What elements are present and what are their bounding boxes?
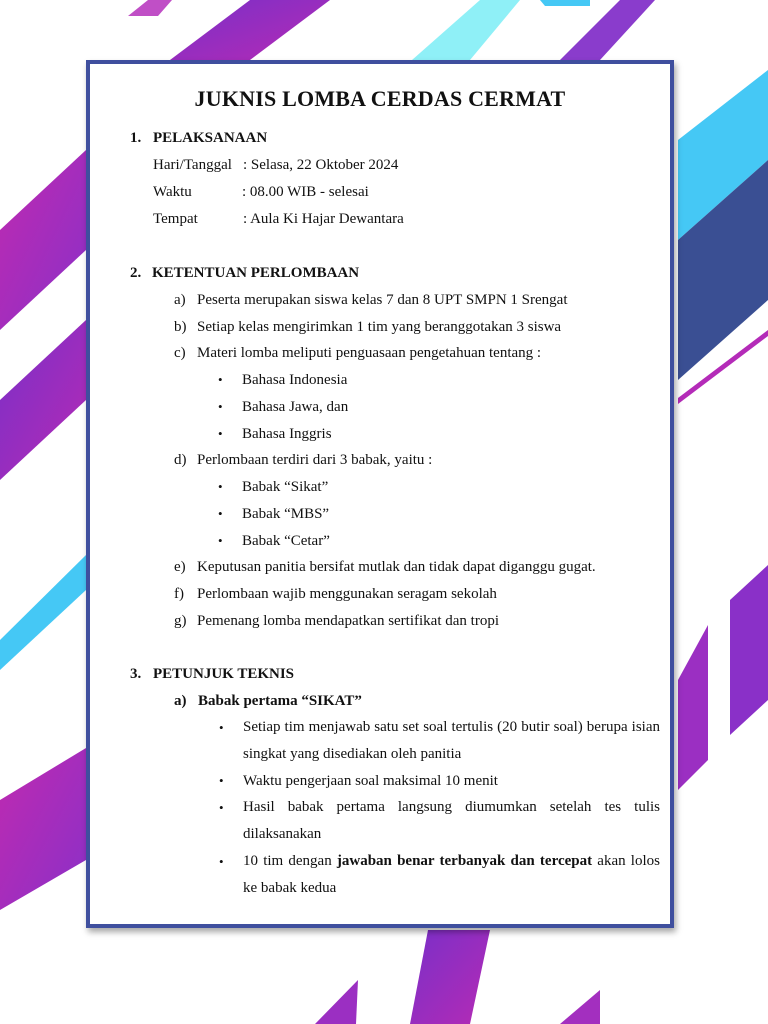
section2-number: 2.	[130, 265, 142, 281]
bullet-icon: •	[219, 773, 224, 788]
bullet-icon: •	[219, 854, 224, 869]
document-title: JUKNIS LOMBA CERDAS CERMAT	[194, 86, 566, 111]
item-letter: e)	[174, 559, 186, 575]
row-value-time: : 08.00 WIB - selesai	[242, 184, 369, 200]
section3-number: 3.	[130, 666, 142, 682]
item-letter: b)	[174, 319, 187, 335]
bullet-text: Bahasa Jawa, dan	[242, 399, 349, 415]
item-text: Setiap kelas mengirimkan 1 tim yang beranggotakan 3 siswa	[197, 319, 562, 335]
document-card	[86, 60, 674, 928]
rule-text: Waktu pengerjaan soal maksimal 10 menit	[243, 773, 498, 789]
rule-text-bold: jawaban benar terbanyak dan tercepat	[336, 853, 593, 869]
item-text: Pemenang lomba mendapatkan sertifikat dan tropi	[197, 613, 499, 629]
row-value-place: : Aula Ki Hajar Dewantara	[243, 211, 404, 227]
item-text: Perlombaan wajib menggunakan seragam sekolah	[197, 586, 497, 602]
row-value-date: : Selasa, 22 Oktober 2024	[243, 157, 399, 173]
bullet-icon: •	[218, 372, 223, 387]
bullet-text: Babak “MBS”	[242, 506, 330, 522]
item-letter: g)	[174, 613, 187, 629]
bullet-text: Babak “Sikat”	[242, 479, 329, 495]
bullet-icon: •	[218, 426, 223, 441]
row-label-time: Waktu	[153, 184, 192, 200]
rule-text	[243, 848, 660, 902]
item-letter: d)	[174, 452, 187, 468]
item-letter: a)	[174, 292, 186, 308]
item-text: Peserta merupakan siswa kelas 7 dan 8 UPT SMPN 1 Srengat	[197, 292, 568, 308]
bullet-icon: •	[218, 399, 223, 414]
bullet-text: Babak “Cetar”	[242, 533, 330, 549]
rule-text: Hasil babak pertama langsung diumumkan setelah tes tulis dilaksanakan	[243, 799, 660, 842]
section1-heading: PELAKSANAAN	[153, 130, 268, 146]
bullet-text: Bahasa Indonesia	[242, 372, 348, 388]
bullet-icon: •	[219, 720, 224, 735]
rule-text-post: akan lolos ke babak kedua	[243, 853, 660, 896]
item-text: Materi lomba meliputi penguasaan pengetahuan tentang :	[197, 345, 542, 361]
item-letter: c)	[174, 345, 186, 361]
section3-heading: PETUNJUK TEKNIS	[153, 666, 295, 682]
item-text: Keputusan panitia bersifat mutlak dan tidak dapat diganggu gugat.	[197, 559, 596, 575]
rule-text-pre: 10 tim dengan	[243, 853, 337, 869]
item-text: Perlombaan terdiri dari 3 babak, yaitu :	[197, 452, 433, 468]
rule-text: Setiap tim menjawab satu set soal tertulis (20 butir soal) berupa isian singkat yang disediakan oleh panitia	[243, 719, 660, 762]
row-label-date: Hari/Tanggal	[153, 157, 232, 173]
bullet-icon: •	[219, 800, 224, 815]
section2-heading: KETENTUAN PERLOMBAAN	[152, 265, 360, 281]
bullet-text: Bahasa Inggris	[242, 426, 332, 442]
bullet-icon: •	[218, 506, 223, 521]
item-letter: f)	[174, 586, 184, 602]
section1-number: 1.	[130, 130, 142, 146]
subsection-letter: a)	[174, 693, 187, 709]
bullet-icon: •	[218, 533, 223, 548]
subsection-heading: Babak pertama “SIKAT”	[198, 693, 362, 709]
bullet-icon: •	[218, 479, 223, 494]
row-label-place: Tempat	[153, 211, 198, 227]
